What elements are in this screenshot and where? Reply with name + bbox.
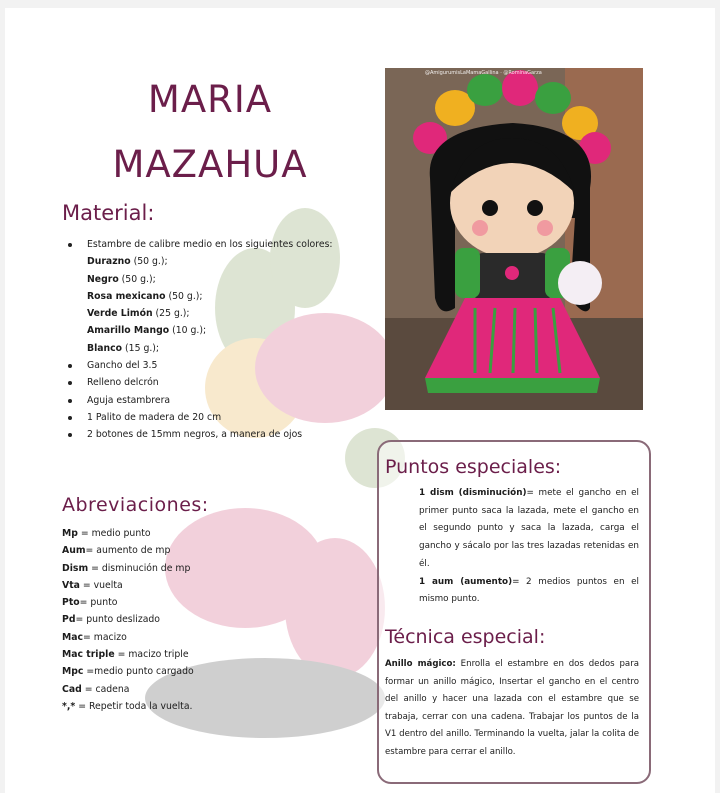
- list-item: [62, 542, 194, 559]
- abbr: Mp: [62, 528, 78, 539]
- title-line-1: MARIA: [147, 78, 273, 121]
- list-item: [62, 560, 194, 577]
- list-item: [62, 288, 392, 305]
- definition: = macizo triple: [114, 649, 189, 661]
- material-list: [62, 236, 392, 444]
- abbr: Mac triple: [62, 649, 115, 661]
- color-name: Rosa mexicano: [87, 290, 166, 302]
- aum-text: = 2 medios puntos en el mismo punto.: [419, 576, 639, 605]
- photo-credit: @AmigurumisLaMamaGallina · @RominaGarza: [425, 70, 542, 76]
- list-item: [62, 698, 194, 715]
- dism-label: 1 dism (disminución): [419, 488, 527, 498]
- list-item: [62, 305, 392, 322]
- definition: = vuelta: [79, 579, 123, 591]
- list-item: [62, 577, 194, 594]
- definition: =medio punto cargado: [83, 666, 194, 678]
- list-item: [62, 646, 194, 663]
- color-name: Durazno: [87, 256, 131, 268]
- list-item: 2 botones de 15mm negros, a manera de ojos: [62, 426, 392, 443]
- anillo-magico-label: Anillo mágico:: [385, 659, 456, 669]
- color-name: Negro: [87, 273, 119, 285]
- list-item: 1 Palito de madera de 20 cm: [62, 409, 392, 426]
- abbr: Dism: [62, 562, 89, 574]
- list-item: [62, 611, 194, 628]
- abbr: Pd: [62, 614, 76, 626]
- definition: = medio punto: [77, 528, 151, 539]
- definition: = cadena: [81, 683, 130, 695]
- dism-paragraph: [419, 485, 639, 574]
- definition: = Repetir toda la vuelta.: [75, 700, 193, 712]
- color-name: Blanco: [87, 342, 123, 354]
- doll-photo: [385, 68, 643, 410]
- recipe-page: [5, 8, 715, 793]
- definition: = punto: [79, 597, 118, 609]
- color-name: Amarillo Mango: [87, 325, 170, 337]
- list-item: [62, 340, 392, 357]
- definition: = disminución de mp: [88, 562, 191, 574]
- abbr: Vta: [62, 579, 80, 591]
- list-item: [62, 322, 392, 339]
- puntos-especiales-heading: Puntos especiales:: [385, 456, 562, 478]
- list-item: [62, 253, 392, 270]
- list-item: [62, 271, 392, 288]
- abbr: Cad: [62, 683, 82, 695]
- material-intro: Estambre de calibre medio en los siguientes colores:: [87, 239, 333, 250]
- list-item: Aguja estambrera: [62, 392, 392, 409]
- dism-text: = mete el gancho en el primer punto saca la lazada, mete el gancho en el segundo punto y saca la lazada, carga el gancho y sácalo por las tres lazadas retenidas en él.: [419, 488, 639, 569]
- list-item: [62, 525, 194, 542]
- color-amount: (50 g.);: [118, 273, 156, 285]
- list-item: [62, 663, 194, 680]
- abbr: Aum: [62, 545, 86, 557]
- list-item: Relleno delcrón: [62, 374, 392, 391]
- anillo-magico-text: Enrolla el estambre en dos dedos para formar un anillo mágico, Insertar el gancho en el centro del anillo y hacer una lazada con el estambre que se trabaja, cerrar con una cadena. Trabajar los puntos de la V1 dentro del anillo. Terminando la vuelta, jalar la colita de estambre para cerrar el anillo.: [385, 659, 639, 757]
- abbr: *,*: [62, 700, 76, 712]
- material-heading: Material:: [62, 201, 155, 225]
- tecnica-especial-text: [385, 656, 639, 761]
- color-name: Verde Limón: [87, 308, 153, 320]
- puntos-especiales-text: [419, 485, 639, 609]
- color-amount: (10 g.);: [169, 325, 207, 337]
- definition: = macizo: [83, 631, 127, 643]
- aum-label: 1 aum (aumento): [419, 576, 513, 587]
- tecnica-especial-heading: Técnica especial:: [385, 626, 546, 648]
- definition: = aumento de mp: [85, 545, 171, 557]
- abbr: Mpc: [62, 666, 84, 678]
- aum-paragraph: [419, 574, 639, 609]
- color-amount: (25 g.);: [152, 308, 190, 320]
- abreviaciones-list: [62, 525, 194, 715]
- doll-illustration: [385, 68, 643, 410]
- color-amount: (50 g.);: [165, 290, 203, 302]
- list-item: Gancho del 3.5: [62, 357, 392, 374]
- definition: = punto deslizado: [75, 614, 160, 626]
- title-line-2: MAZAHUA: [112, 143, 308, 186]
- color-amount: (50 g.);: [130, 256, 168, 268]
- list-item: [62, 236, 392, 253]
- list-item: [62, 629, 194, 646]
- abreviaciones-heading: Abreviaciones:: [62, 494, 209, 516]
- abbr: Pto: [62, 597, 80, 609]
- list-item: [62, 681, 194, 698]
- list-item: [62, 594, 194, 611]
- abbr: Mac: [62, 631, 84, 643]
- color-amount: (15 g.);: [122, 342, 160, 354]
